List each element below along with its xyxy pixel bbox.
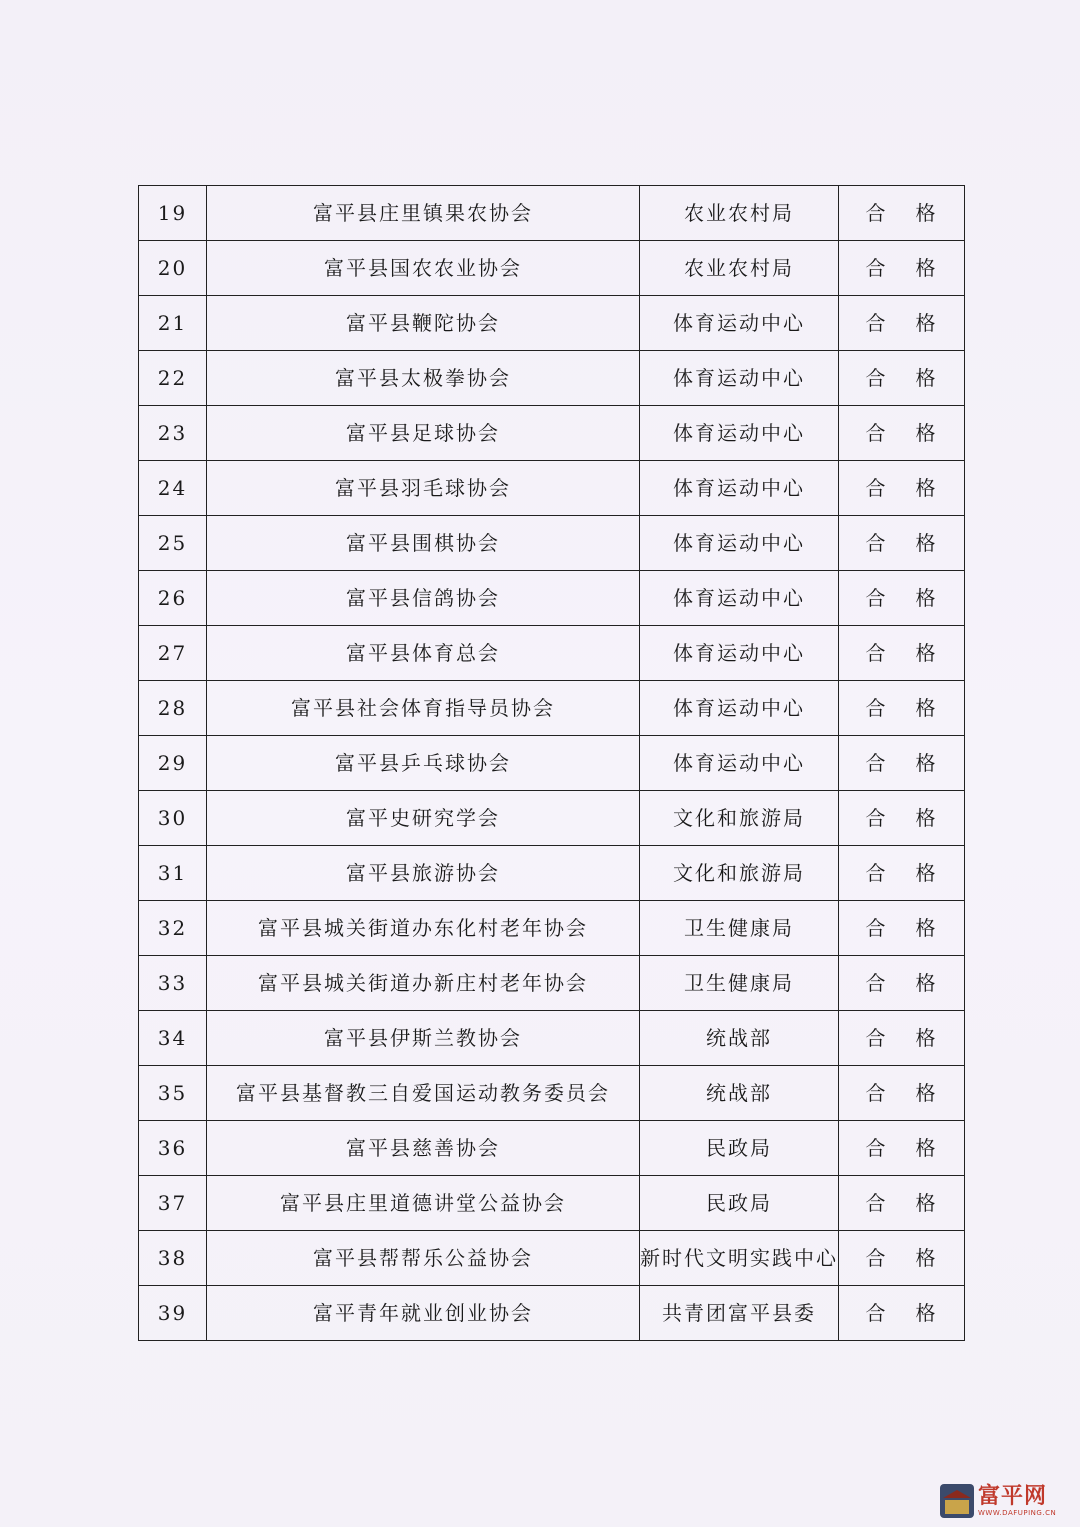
- assessment-result: [839, 1176, 965, 1231]
- result-char-2: 格: [915, 971, 938, 995]
- result-char-2: 格: [915, 1081, 938, 1105]
- supervising-department: 农业农村局: [640, 241, 839, 296]
- watermark-url: WWW.DAFUPING.CN: [978, 1508, 1057, 1517]
- result-char-2: 格: [915, 256, 938, 280]
- association-name: 富平县体育总会: [207, 626, 640, 681]
- supervising-department: 体育运动中心: [640, 681, 839, 736]
- assessment-result: [839, 1011, 965, 1066]
- association-name: 富平县太极拳协会: [207, 351, 640, 406]
- supervising-department: 体育运动中心: [640, 736, 839, 791]
- association-name: 富平县围棋协会: [207, 516, 640, 571]
- watermark-logo: [940, 1483, 1070, 1519]
- table-row: [139, 351, 965, 406]
- assessment-result: [839, 351, 965, 406]
- association-name: 富平县帮帮乐公益协会: [207, 1231, 640, 1286]
- row-number: 24: [139, 461, 207, 516]
- row-number: 34: [139, 1011, 207, 1066]
- assessment-result: [839, 1121, 965, 1176]
- table-row: [139, 406, 965, 461]
- result-char-1: 合: [865, 861, 888, 885]
- assessment-result: [839, 791, 965, 846]
- result-char-2: 格: [915, 1246, 938, 1270]
- row-number: 26: [139, 571, 207, 626]
- association-name: 富平县基督教三自爱国运动教务委员会: [207, 1066, 640, 1121]
- supervising-department: 文化和旅游局: [640, 846, 839, 901]
- watermark-name: 富平网: [978, 1483, 1048, 1509]
- watermark-brand: [978, 1483, 1057, 1517]
- supervising-department: 统战部: [640, 1066, 839, 1121]
- table-row: [139, 241, 965, 296]
- association-name: 富平县鞭陀协会: [207, 296, 640, 351]
- result-char-2: 格: [915, 201, 938, 225]
- row-number: 35: [139, 1066, 207, 1121]
- assessment-result: [839, 901, 965, 956]
- table-row: [139, 571, 965, 626]
- table-row: [139, 736, 965, 791]
- row-number: 23: [139, 406, 207, 461]
- assessment-result: [839, 461, 965, 516]
- association-name: 富平县旅游协会: [207, 846, 640, 901]
- result-char-1: 合: [865, 1026, 888, 1050]
- row-number: 19: [139, 186, 207, 241]
- result-char-1: 合: [865, 1136, 888, 1160]
- row-number: 31: [139, 846, 207, 901]
- result-char-2: 格: [915, 366, 938, 390]
- supervising-department: 体育运动中心: [640, 406, 839, 461]
- result-char-1: 合: [865, 751, 888, 775]
- result-char-1: 合: [865, 366, 888, 390]
- result-char-2: 格: [915, 641, 938, 665]
- result-char-2: 格: [915, 421, 938, 445]
- association-name: 富平县慈善协会: [207, 1121, 640, 1176]
- result-char-2: 格: [915, 1136, 938, 1160]
- row-number: 20: [139, 241, 207, 296]
- row-number: 22: [139, 351, 207, 406]
- table-row: [139, 186, 965, 241]
- association-name: 富平县乒乓球协会: [207, 736, 640, 791]
- table-row: [139, 846, 965, 901]
- result-char-1: 合: [865, 1301, 888, 1325]
- result-char-2: 格: [915, 916, 938, 940]
- result-char-1: 合: [865, 1246, 888, 1270]
- assessment-result: [839, 846, 965, 901]
- results-table: [138, 185, 965, 1341]
- result-char-1: 合: [865, 586, 888, 610]
- assessment-result: [839, 296, 965, 351]
- result-char-1: 合: [865, 531, 888, 555]
- result-char-2: 格: [915, 861, 938, 885]
- supervising-department: 民政局: [640, 1121, 839, 1176]
- result-char-1: 合: [865, 806, 888, 830]
- result-char-2: 格: [915, 476, 938, 500]
- result-char-2: 格: [915, 1026, 938, 1050]
- result-char-2: 格: [915, 1191, 938, 1215]
- assessment-result: [839, 1286, 965, 1341]
- assessment-result: [839, 681, 965, 736]
- result-char-1: 合: [865, 476, 888, 500]
- supervising-department: 文化和旅游局: [640, 791, 839, 846]
- row-number: 38: [139, 1231, 207, 1286]
- table-row: [139, 1286, 965, 1341]
- association-name: 富平县城关街道办东化村老年协会: [207, 901, 640, 956]
- supervising-department: 体育运动中心: [640, 626, 839, 681]
- result-char-1: 合: [865, 971, 888, 995]
- table-row: [139, 626, 965, 681]
- row-number: 39: [139, 1286, 207, 1341]
- row-number: 36: [139, 1121, 207, 1176]
- supervising-department: 农业农村局: [640, 186, 839, 241]
- result-char-1: 合: [865, 1191, 888, 1215]
- association-name: 富平县伊斯兰教协会: [207, 1011, 640, 1066]
- supervising-department: 共青团富平县委: [640, 1286, 839, 1341]
- result-char-2: 格: [915, 751, 938, 775]
- result-char-2: 格: [915, 586, 938, 610]
- association-name: 富平县社会体育指导员协会: [207, 681, 640, 736]
- results-table-body: [139, 186, 965, 1341]
- result-char-1: 合: [865, 916, 888, 940]
- table-row: [139, 1066, 965, 1121]
- result-char-1: 合: [865, 696, 888, 720]
- row-number: 25: [139, 516, 207, 571]
- table-row: [139, 1231, 965, 1286]
- supervising-department: 统战部: [640, 1011, 839, 1066]
- association-name: 富平县羽毛球协会: [207, 461, 640, 516]
- supervising-department: 体育运动中心: [640, 296, 839, 351]
- association-name: 富平史研究学会: [207, 791, 640, 846]
- assessment-result: [839, 516, 965, 571]
- assessment-result: [839, 1231, 965, 1286]
- supervising-department: 体育运动中心: [640, 516, 839, 571]
- result-char-2: 格: [915, 531, 938, 555]
- table-row: [139, 791, 965, 846]
- result-char-2: 格: [915, 311, 938, 335]
- result-char-2: 格: [915, 1301, 938, 1325]
- association-name: 富平青年就业创业协会: [207, 1286, 640, 1341]
- row-number: 21: [139, 296, 207, 351]
- row-number: 30: [139, 791, 207, 846]
- table-row: [139, 1011, 965, 1066]
- row-number: 28: [139, 681, 207, 736]
- supervising-department: 体育运动中心: [640, 461, 839, 516]
- association-name: 富平县庄里道德讲堂公益协会: [207, 1176, 640, 1231]
- association-name: 富平县城关街道办新庄村老年协会: [207, 956, 640, 1011]
- row-number: 33: [139, 956, 207, 1011]
- table-row: [139, 461, 965, 516]
- association-name: 富平县信鸽协会: [207, 571, 640, 626]
- assessment-result: [839, 406, 965, 461]
- assessment-result: [839, 736, 965, 791]
- table-row: [139, 1121, 965, 1176]
- table-row: [139, 956, 965, 1011]
- result-char-1: 合: [865, 421, 888, 445]
- assessment-result: [839, 1066, 965, 1121]
- row-number: 29: [139, 736, 207, 791]
- supervising-department: 民政局: [640, 1176, 839, 1231]
- supervising-department: 卫生健康局: [640, 956, 839, 1011]
- building-icon: [940, 1484, 974, 1518]
- result-char-1: 合: [865, 256, 888, 280]
- row-number: 32: [139, 901, 207, 956]
- result-char-2: 格: [915, 806, 938, 830]
- assessment-result: [839, 956, 965, 1011]
- row-number: 37: [139, 1176, 207, 1231]
- table-row: [139, 1176, 965, 1231]
- result-char-2: 格: [915, 696, 938, 720]
- table-row: [139, 296, 965, 351]
- assessment-result: [839, 241, 965, 296]
- association-name: 富平县足球协会: [207, 406, 640, 461]
- row-number: 27: [139, 626, 207, 681]
- table-row: [139, 901, 965, 956]
- result-char-1: 合: [865, 311, 888, 335]
- table-row: [139, 681, 965, 736]
- supervising-department: 新时代文明实践中心: [640, 1231, 839, 1286]
- supervising-department: 卫生健康局: [640, 901, 839, 956]
- association-name: 富平县庄里镇果农协会: [207, 186, 640, 241]
- table-row: [139, 516, 965, 571]
- result-char-1: 合: [865, 641, 888, 665]
- result-char-1: 合: [865, 201, 888, 225]
- assessment-result: [839, 571, 965, 626]
- assessment-result: [839, 186, 965, 241]
- result-char-1: 合: [865, 1081, 888, 1105]
- assessment-result: [839, 626, 965, 681]
- association-name: 富平县国农农业协会: [207, 241, 640, 296]
- supervising-department: 体育运动中心: [640, 571, 839, 626]
- supervising-department: 体育运动中心: [640, 351, 839, 406]
